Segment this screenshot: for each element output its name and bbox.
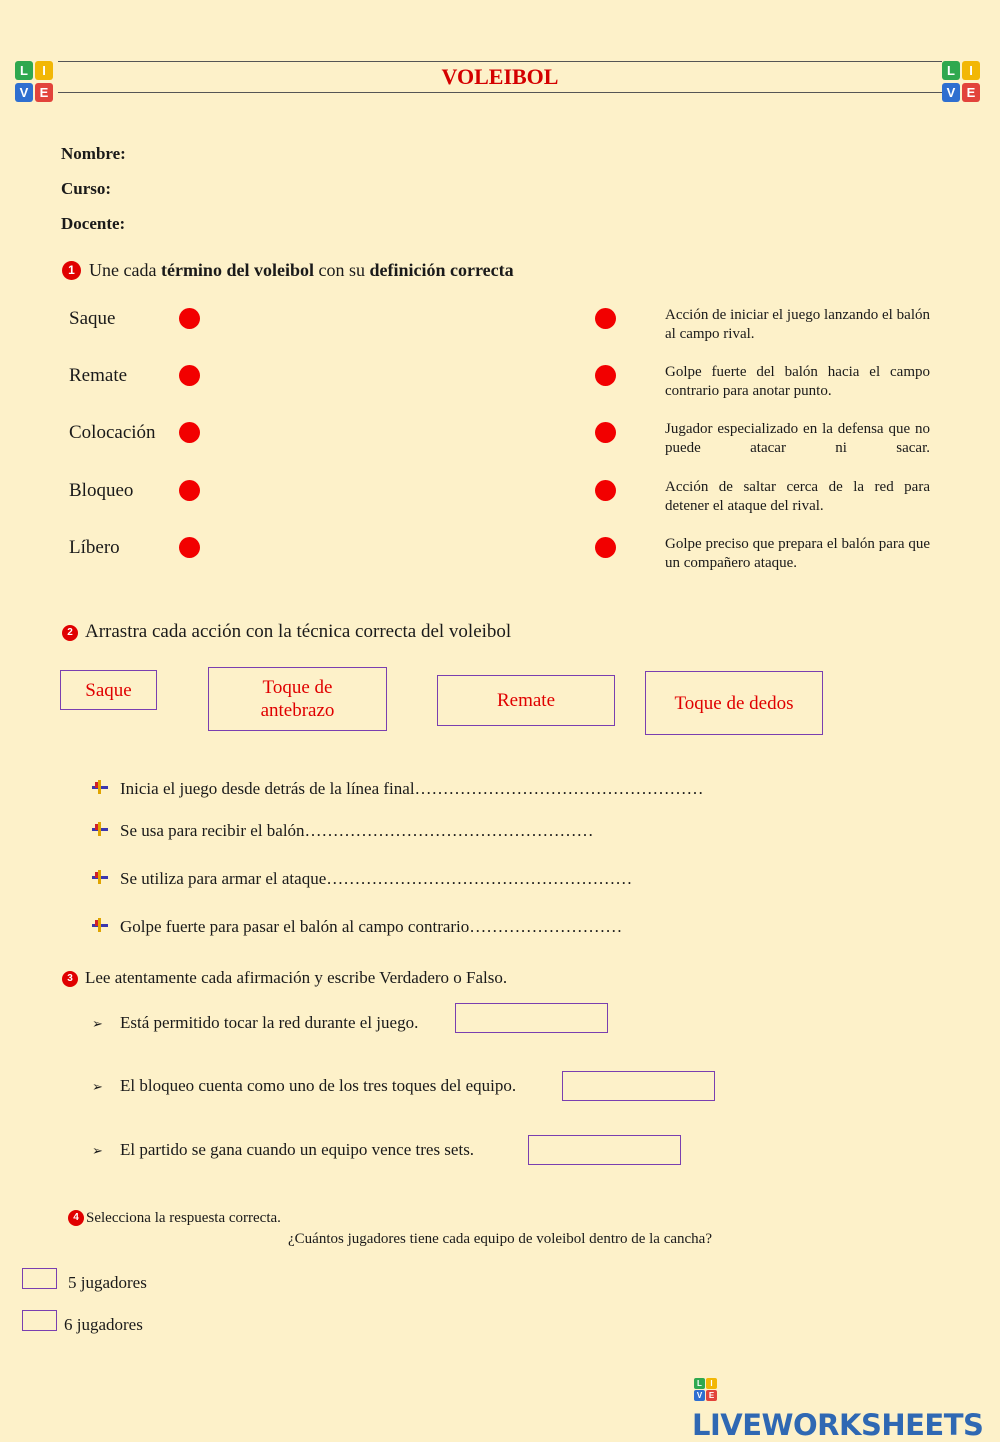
drag-item-text: Inicia el juego desde detrás de la línea final……………………………………………	[120, 779, 704, 798]
match-dot-right-3[interactable]	[595, 422, 616, 443]
section2-number-badge: 2	[62, 625, 78, 641]
header-rule-bottom	[58, 92, 942, 93]
section1-bold-terms: término del voleibol	[160, 260, 314, 280]
term-bloqueo: Bloqueo	[69, 480, 134, 501]
definition-4: Acción de saltar cerca de la red para detener el ataque del rival.	[665, 479, 930, 514]
true-false-input-3[interactable]	[528, 1135, 681, 1165]
term-saque: Saque	[69, 308, 116, 329]
bullet-icon	[92, 917, 108, 933]
term-libero: Líbero	[69, 537, 120, 558]
section1-number-badge: 1	[62, 261, 81, 280]
term-colocacion: Colocación	[69, 422, 156, 443]
match-dot-right-1[interactable]	[595, 308, 616, 329]
logo-tile-i: I	[962, 61, 980, 80]
section4-number-badge: 4	[68, 1210, 84, 1226]
true-false-input-2[interactable]	[562, 1071, 715, 1101]
bullet-icon	[92, 779, 108, 795]
logo-tile-e: E	[962, 83, 980, 102]
logo-tile-v: V	[15, 83, 33, 102]
section1-middle: con su	[313, 260, 370, 280]
section2-heading	[62, 621, 511, 643]
section3-heading-text: Lee atentamente cada afirmación y escribe Verdadero o Falso.	[85, 968, 508, 987]
section4-instruction: Selecciona la respuesta correcta.	[86, 1210, 281, 1226]
statement-text: El bloqueo cuenta como uno de los tres toques del equipo.	[120, 1076, 517, 1095]
section1-heading	[62, 260, 514, 281]
drag-item-text: Se usa para recibir el balón……………………………………………	[120, 821, 594, 840]
brand-text: LIVEWORKSHEETS	[692, 1408, 984, 1442]
page-title: VOLEIBOL	[441, 64, 559, 89]
section2-heading-text: Arrastra cada acción con la técnica correcta del voleibol	[85, 621, 512, 642]
drag-option-toque-dedos[interactable]: Toque de dedos	[645, 671, 823, 735]
match-dot-right-5[interactable]	[595, 537, 616, 558]
section1-bold-definitions: definición correcta	[369, 260, 514, 280]
match-dot-left-4[interactable]	[179, 480, 200, 501]
liveworksheets-logo-icon: L I V E	[694, 1378, 718, 1402]
logo-tile-i: I	[35, 61, 53, 80]
definition-2: Golpe fuerte del balón hacia el campo contrario para anotar punto.	[665, 364, 930, 399]
drag-option-saque[interactable]: Saque	[60, 670, 157, 710]
match-dot-left-3[interactable]	[179, 422, 200, 443]
option-checkbox-6[interactable]	[22, 1310, 57, 1331]
match-dot-left-5[interactable]	[179, 537, 200, 558]
drag-option-remate[interactable]: Remate	[437, 675, 615, 726]
drag-item-1	[92, 779, 704, 799]
arrow-bullet-icon: ➢	[92, 1017, 103, 1032]
section4-heading	[68, 1210, 281, 1227]
statement-text: El partido se gana cuando un equipo vence tres sets.	[120, 1140, 475, 1159]
section3-number-badge: 3	[62, 971, 78, 987]
logo-tile-v: V	[942, 83, 960, 102]
section1-intro: Une cada	[89, 260, 161, 280]
bullet-icon	[92, 869, 108, 885]
logo-tile-l: L	[942, 61, 960, 80]
arrow-bullet-icon: ➢	[92, 1144, 103, 1159]
definition-3: Jugador especializado en la defensa que no puede atacar ni sacar.	[665, 421, 930, 456]
arrow-bullet-icon: ➢	[92, 1080, 103, 1095]
option-checkbox-5[interactable]	[22, 1268, 57, 1289]
statement-1	[92, 1013, 418, 1033]
drag-item-text: Golpe fuerte para pasar el balón al campo contrario………………………	[120, 917, 623, 936]
drag-item-2	[92, 821, 594, 841]
definition-1: Acción de iniciar el juego lanzando el balón al campo rival.	[665, 307, 930, 342]
drag-item-4	[92, 917, 622, 937]
logo-tile-e: E	[35, 83, 53, 102]
statement-3	[92, 1140, 474, 1160]
term-remate: Remate	[69, 365, 128, 386]
teacher-label: Docente:	[61, 214, 126, 233]
liveworksheets-brand	[692, 1374, 1000, 1442]
name-label: Nombre:	[61, 144, 126, 163]
drag-option-toque-antebrazo[interactable]: Toque de antebrazo	[208, 667, 387, 731]
section4-question: ¿Cuántos jugadores tiene cada equipo de voleibol dentro de la cancha?	[288, 1231, 712, 1247]
logo-tile-l: L	[15, 61, 33, 80]
section3-heading	[62, 968, 507, 988]
option-label-6: 6 jugadores	[64, 1315, 143, 1334]
match-dot-right-4[interactable]	[595, 480, 616, 501]
match-dot-left-2[interactable]	[179, 365, 200, 386]
header-rule-top	[58, 61, 942, 62]
drag-item-3	[92, 869, 632, 889]
statement-text: Está permitido tocar la red durante el juego.	[120, 1013, 419, 1032]
statement-2	[92, 1076, 516, 1096]
course-label: Curso:	[61, 179, 112, 198]
match-dot-left-1[interactable]	[179, 308, 200, 329]
match-dot-right-2[interactable]	[595, 365, 616, 386]
bullet-icon	[92, 821, 108, 837]
drag-item-text: Se utiliza para armar el ataque………………………………………………	[120, 869, 633, 888]
definition-5: Golpe preciso que prepara el balón para que un compañero ataque.	[665, 536, 930, 571]
option-label-5: 5 jugadores	[68, 1273, 147, 1292]
true-false-input-1[interactable]	[455, 1003, 608, 1033]
